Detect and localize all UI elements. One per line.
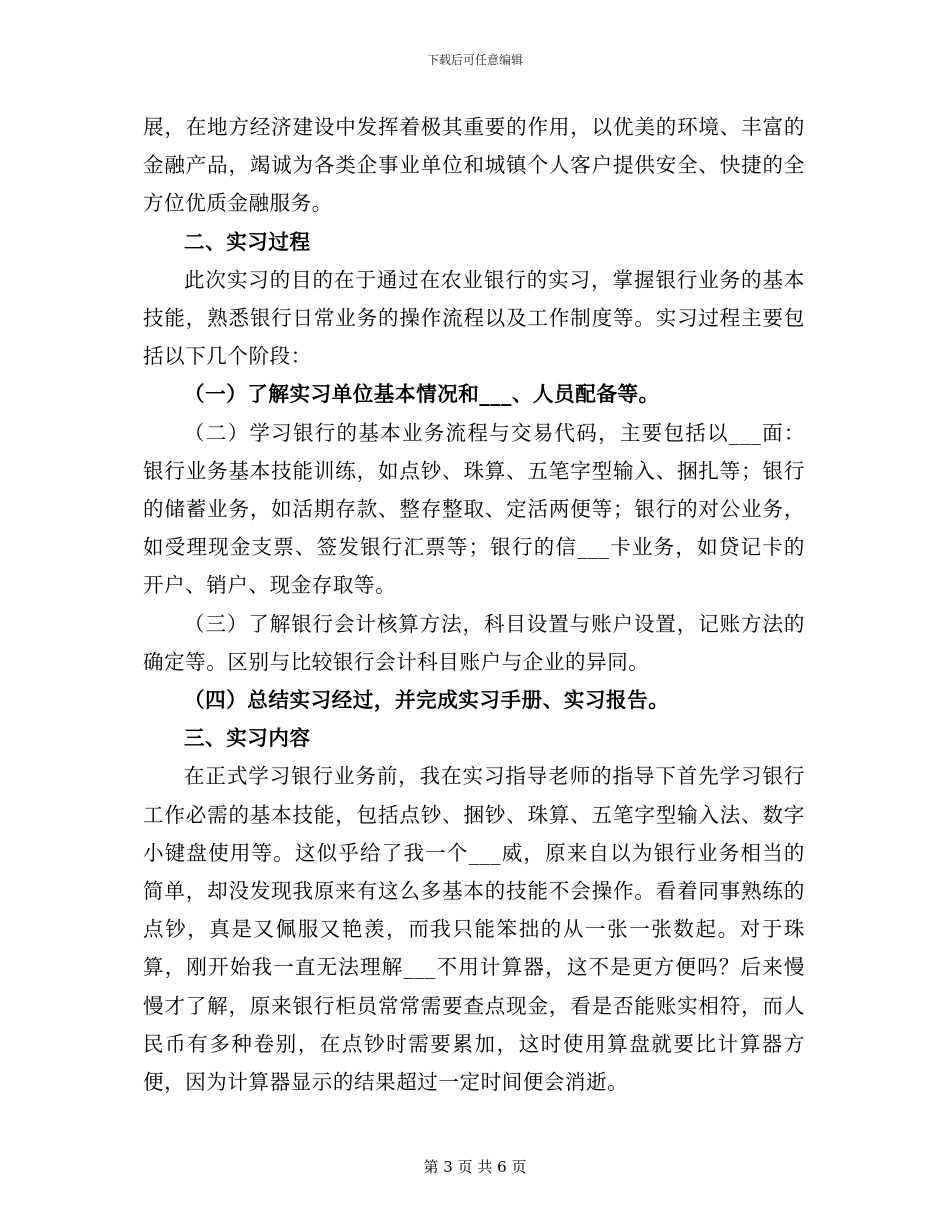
document-body — [143, 108, 805, 1101]
paragraph-internship-content: 在正式学习银行业务前，我在实习指导老师的指导下首先学习银行工作必需的基本技能，包括点钞、捆钞、珠算、五笔字型输入法、数字小键盘使用等。这似乎给了我一个___威，原来自以为银行业务相当的简单，却没发现我原来有这么多基本的技能不会操作。看着同事熟练的点钞，真是又佩服又艳羡，而我只能笨拙的从一张一张数起。对于珠算，刚开始我一直无法理解___不用计算器，这不是更方便吗？后来慢慢才了解，原来银行柜员常常需要查点现金，看是否能账实相符，而人民币有多种卷别，在点钞时需要累加，这时使用算盘就要比计算器方便，因为计算器显示的结果超过一定时间便会消逝。 — [143, 764, 805, 1095]
stage-item-4: （四）总结实习经过，并完成实习手册、实习报告。 — [184, 688, 670, 713]
stage-item-3: （三）了解银行会计核算方法，科目设置与账户设置，记账方法的确定等。区别与比较银行会计科目账户与企业的异同。 — [143, 611, 805, 674]
section-heading-internship-process: 二、实习过程 — [184, 229, 311, 254]
stage-item-1: （一）了解实习单位基本情况和___、人员配备等。 — [184, 382, 660, 407]
page-footer: 第 3 页 共 6 页 — [423, 1158, 527, 1176]
paragraph-continuation: 展，在地方经济建设中发挥着极其重要的作用，以优美的环境、丰富的金融产品，竭诚为各类企事业单位和城镇个人客户提供安全、快捷的全方位优质金融服务。 — [143, 115, 805, 216]
paragraph-internship-purpose: 此次实习的目的在于通过在农业银行的实习，掌握银行业务的基本技能，熟悉银行日常业务的操作流程以及工作制度等。实习过程主要包括以下几个阶段： — [143, 267, 805, 369]
page-header: 下载后可任意编辑 — [426, 53, 523, 67]
section-heading-internship-content: 三、实习内容 — [184, 726, 311, 751]
stage-item-2: （二）学习银行的基本业务流程与交易代码，主要包括以___面：银行业务基本技能训练，如点钞、珠算、五笔字型输入、捆扎等；银行的储蓄业务，如活期存款、整存整取、定活两便等；银行的对公业务，如受理现金支票、签发银行汇票等；银行的信___卡业务，如贷记卡的开户、销户、现金存取等。 — [143, 420, 805, 598]
